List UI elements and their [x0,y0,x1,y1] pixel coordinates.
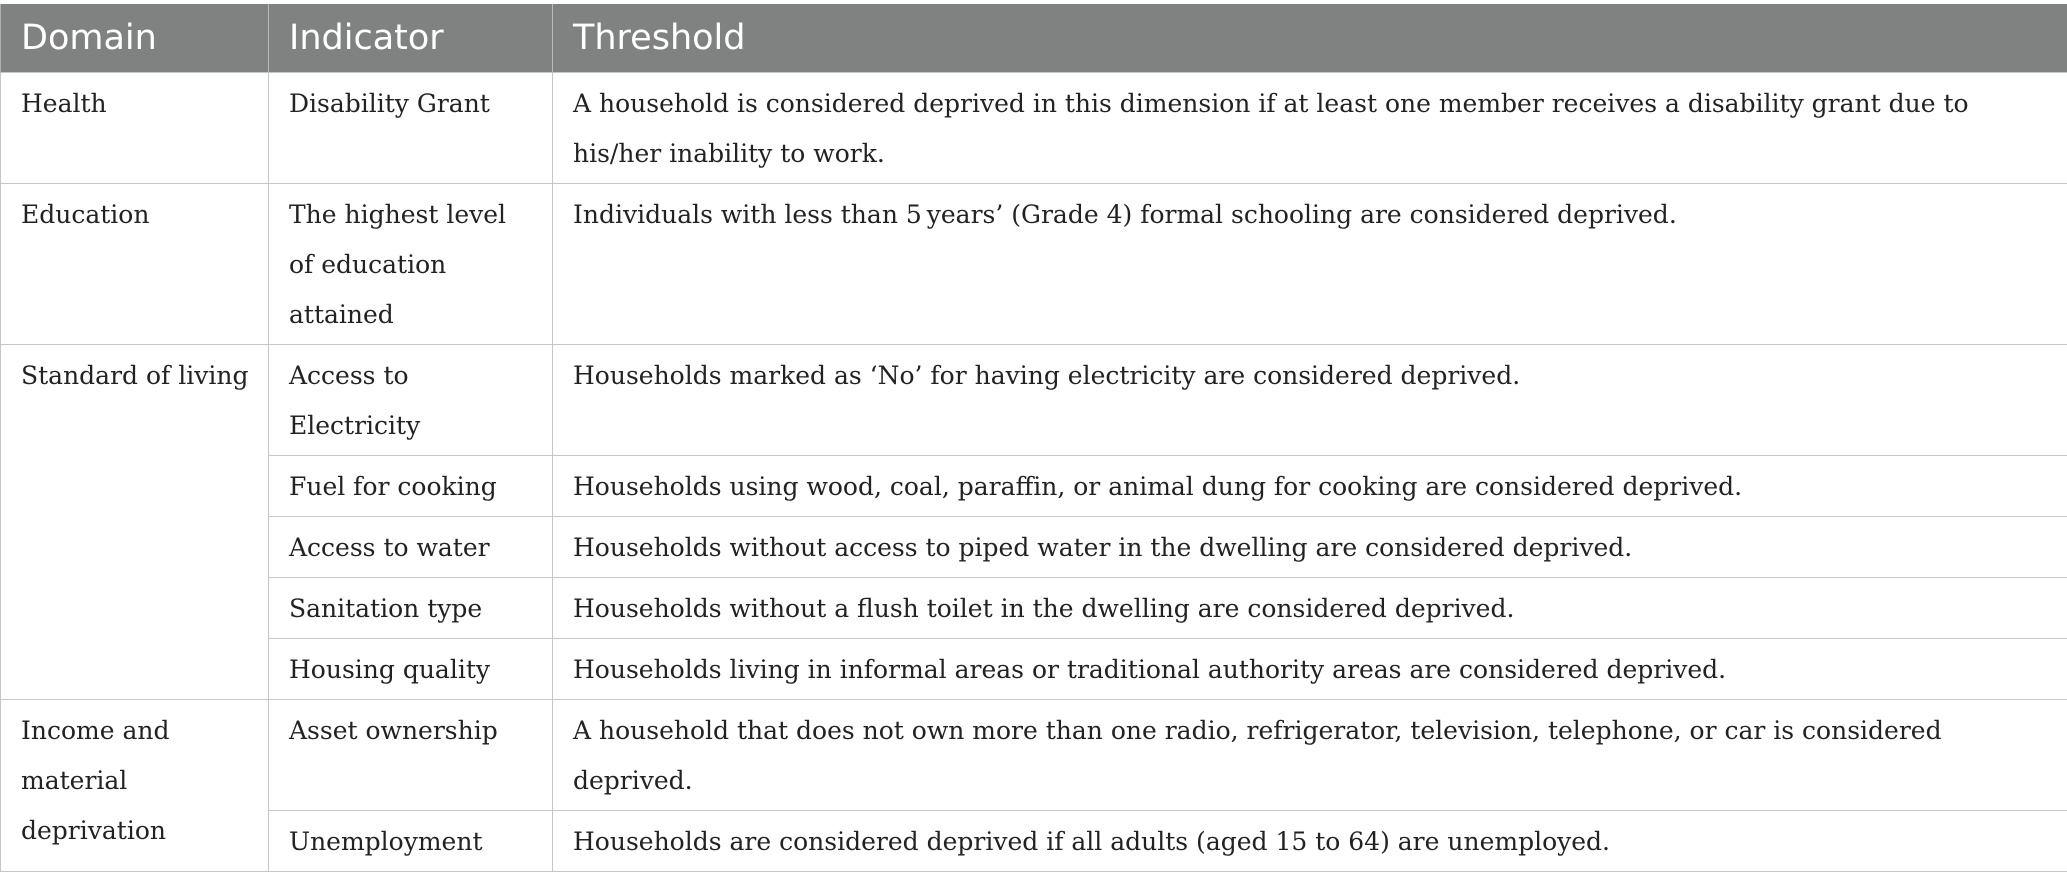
threshold-cell: Individuals with less than 5 years’ (Grade 4) formal schooling are considered deprived. [553,184,2067,345]
table-row [1,73,2067,184]
header-row [1,4,2067,73]
indicator-cell: Unemployment [269,811,553,872]
indicator-cell: Disability Grant [269,73,553,184]
table-container [0,4,2067,872]
threshold-cell: Households without a flush toilet in the dwelling are considered deprived. [553,578,2067,639]
threshold-cell: Households living in informal areas or traditional authority areas are considered deprived. [553,639,2067,700]
table-row [1,517,2067,578]
indicator-cell: Asset ownership [269,700,553,811]
indicator-cell: The highest level of education attained [269,184,553,345]
domain-cell: Health [1,73,269,184]
deprivation-table [0,4,2067,872]
indicator-cell: Sanitation type [269,578,553,639]
table-row [1,811,2067,872]
table-body [1,73,2067,872]
table-row [1,345,2067,456]
header-indicator: Indicator [269,4,553,73]
indicator-cell: Access to Electricity [269,345,553,456]
domain-cell: Standard of living [1,345,269,700]
domain-cell: Income and material deprivation [1,700,269,872]
table-row [1,639,2067,700]
indicator-cell: Access to water [269,517,553,578]
threshold-cell: A household that does not own more than one radio, refrigerator, television, telephone, or car is considered deprived. [553,700,2067,811]
indicator-cell: Housing quality [269,639,553,700]
table-row [1,700,2067,811]
table-row [1,184,2067,345]
header-threshold: Threshold [553,4,2067,73]
threshold-cell: Households using wood, coal, paraffin, or animal dung for cooking are considered deprived. [553,456,2067,517]
table-header [1,4,2067,73]
domain-cell: Education [1,184,269,345]
table-row [1,578,2067,639]
header-domain: Domain [1,4,269,73]
threshold-cell: A household is considered deprived in this dimension if at least one member receives a disability grant due to his/her inability to work. [553,73,2067,184]
table-row [1,456,2067,517]
threshold-cell: Households without access to piped water in the dwelling are considered deprived. [553,517,2067,578]
threshold-cell: Households marked as ‘No’ for having electricity are considered deprived. [553,345,2067,456]
indicator-cell: Fuel for cooking [269,456,553,517]
threshold-cell: Households are considered deprived if all adults (aged 15 to 64) are unemployed. [553,811,2067,872]
